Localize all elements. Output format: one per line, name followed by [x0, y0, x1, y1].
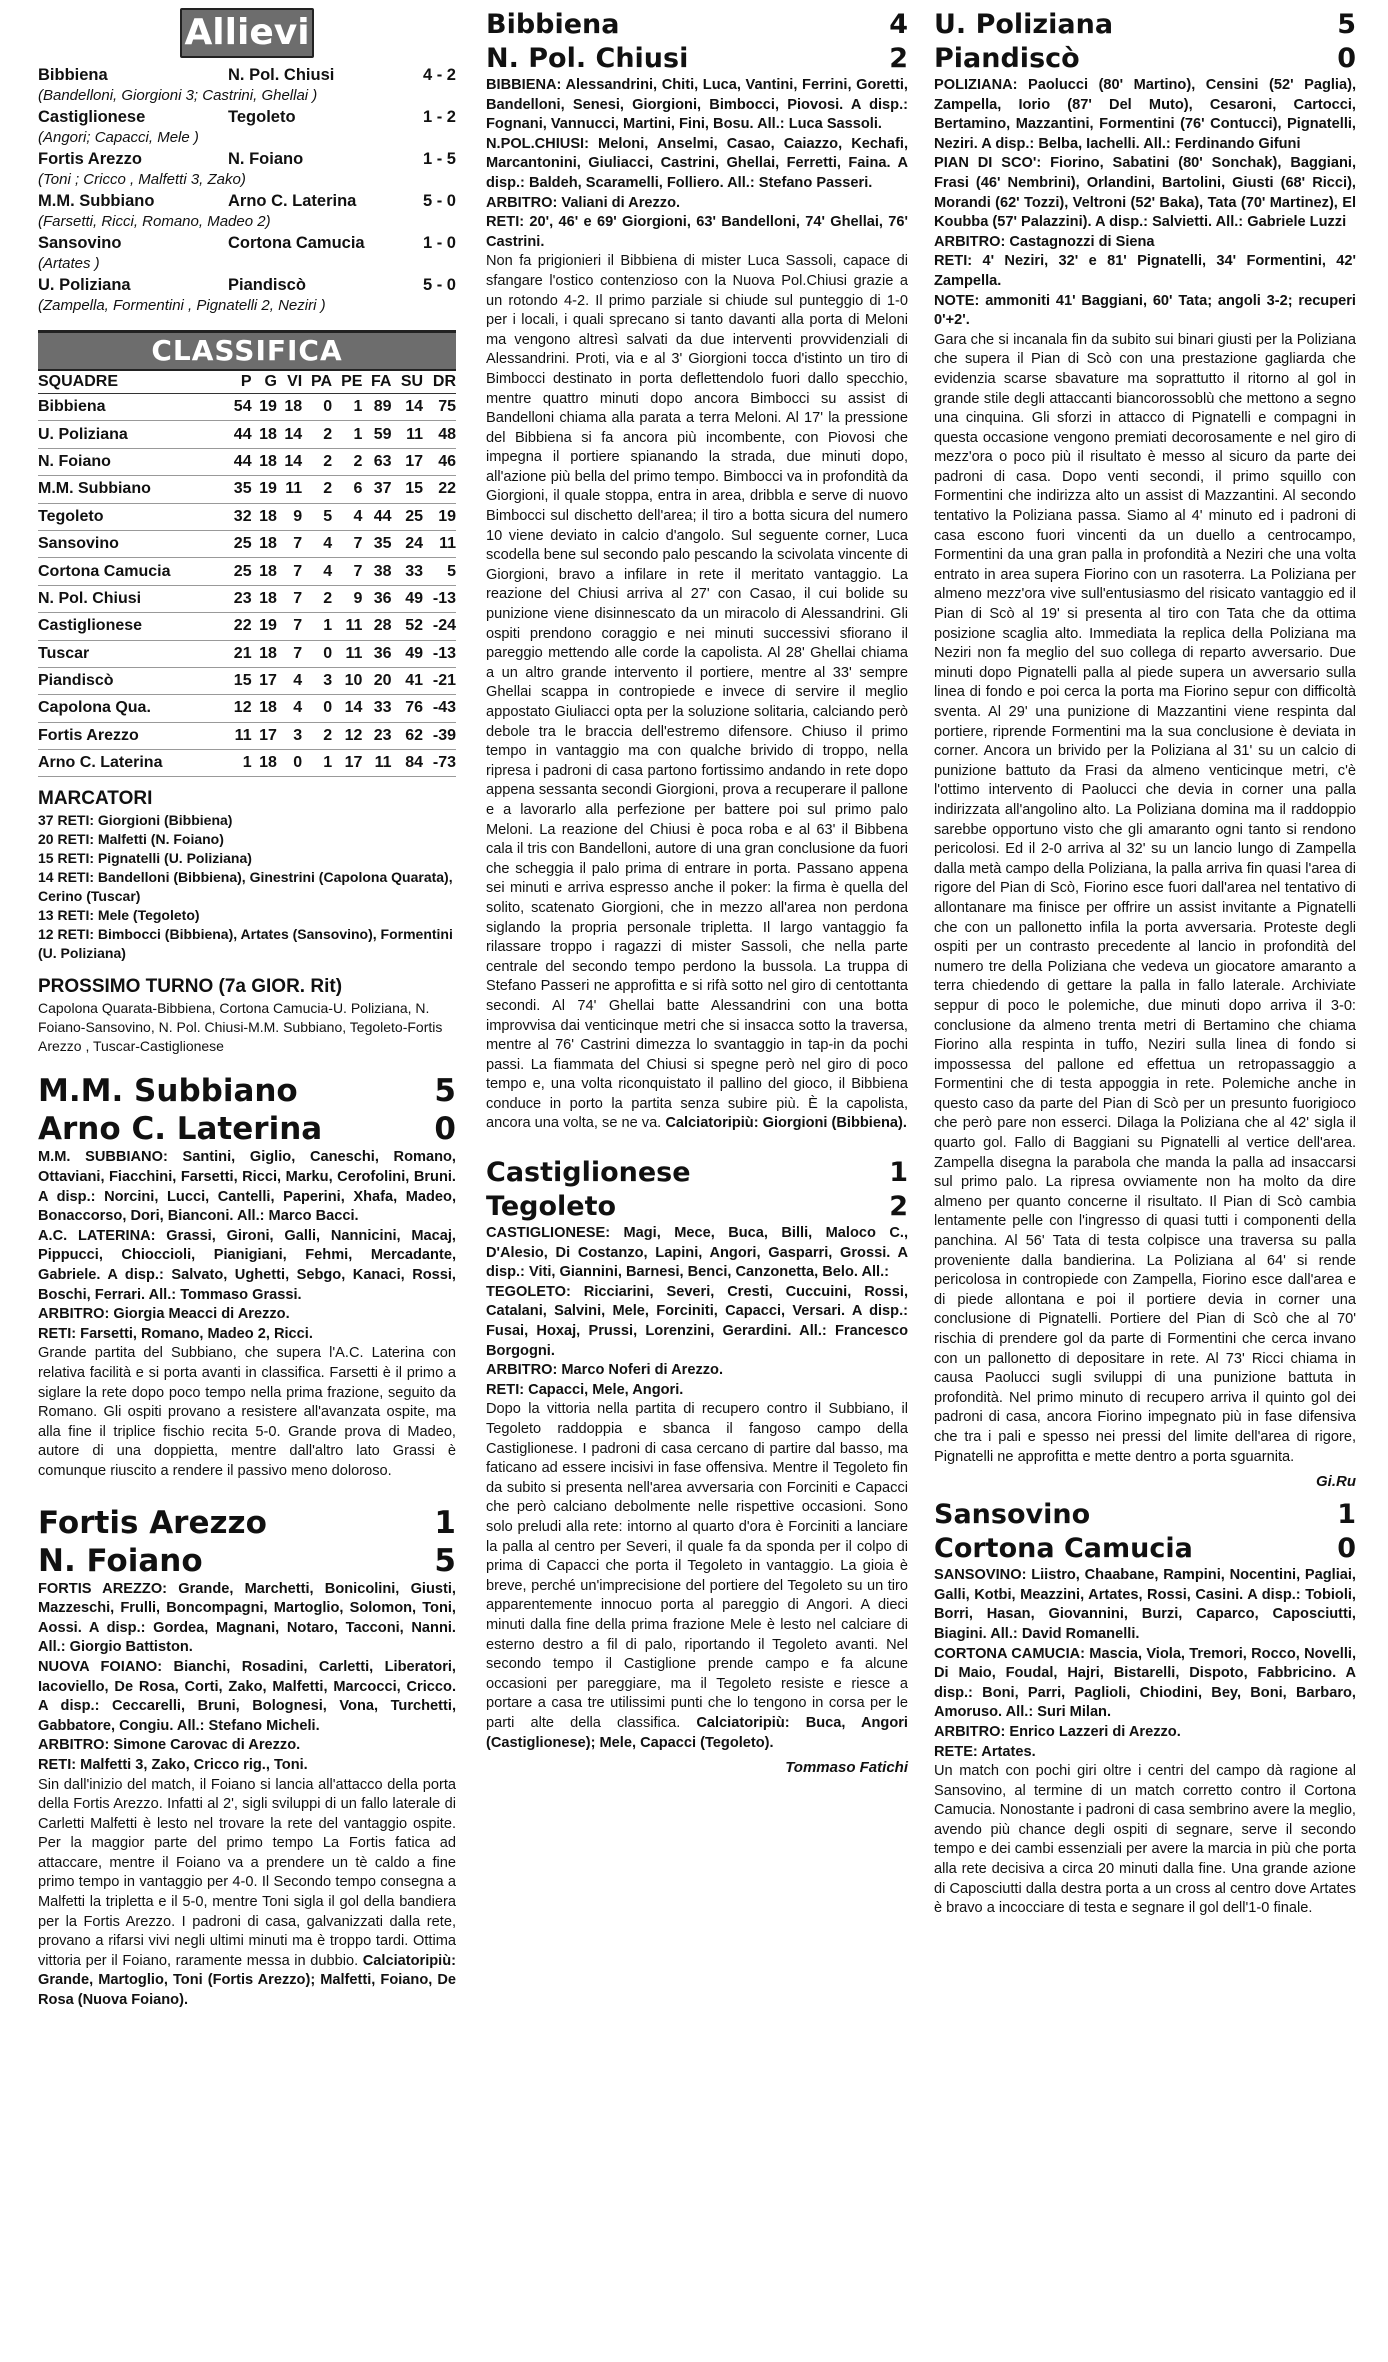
column-2	[486, 8, 908, 1776]
away-lineup: PIAN DI SCO': Fiorino, Sabatini (80' Sonchak), Baggiani, Frasi (46' Nembrini), Orlandini, Bartolini, Giusti (68' Ricci), Morandi (62' Tozzi), Veltroni (52' Baka), Tata (70' Martinez), El Koubba (57' Palazzini). A disp.: Salvietti. All.: Gabriele Luzzi	[934, 155, 1356, 231]
stat-cell: 6	[332, 476, 362, 503]
marcatori-list	[38, 811, 456, 963]
stat-cell: 14	[277, 448, 302, 475]
home-goals: 1	[889, 1157, 908, 1189]
match-report: Un match con pochi giri oltre i centri del campo dà ragione al Sansovino, al termine di un match corretto contro il Cortona Camucia. Nonostante i padroni di casa sembrino avere la meglio, avendo più chance degli ospiti di segnare, serve il secondo tempo e dei cambi essenziali per avere la marcia in più che porta alla rete decisiva a circa 20 minuti dalla fine. Una grande azione di Caposciutti dalla destra porta a un cross al centro dove Artates è bravo a incocciare di testa e segnare il gol dell'1-0 finale.	[934, 1763, 1356, 1917]
table-row	[38, 613, 456, 640]
report-text: Sin dall'inizio del match, il Foiano si lancia all'attacco della porta della Fortis Arezzo. Infatti al 2', sigli sviluppi di un fallo laterale di Carletti Malfetti è lesto nel trovare la rete del vantaggio ospite. Per la maggior parte del primo tempo La Fortis fatica ad attaccare, mentre il Foiano va a prendere un tè caldo a fine primo tempo in vantaggio per 4-0. Il Secondo tempo consegna a Malfetti la tripletta e il 5-0, mentre Toni sigla il gol della bandiera per la Fortis Arezzo. I padroni di casa, galvanizzati dalla rete, provano a rifarsi vivi negli ultimi minuti ma è troppo tardi. Ottima vittoria per il Foiano, raramente messa in dubbio.	[38, 1776, 456, 1969]
match-report	[486, 252, 908, 1134]
team-name-cell: Tegoleto	[38, 503, 226, 530]
marcatore-item: 12 RETI: Bimbocci (Bibbiena), Artates (Sansovino), Formentini (U. Poliziana)	[38, 926, 453, 962]
stat-cell: 1	[332, 421, 362, 448]
team-name-cell: Fortis Arezzo	[38, 722, 226, 749]
stat-cell: 7	[277, 640, 302, 667]
marcatori-title: MARCATORI	[38, 788, 153, 810]
referee: ARBITRO: Castagnozzi di Siena	[934, 233, 1155, 250]
away-team: Arno C. Laterina	[38, 1111, 323, 1148]
team-name-cell: Sansovino	[38, 530, 226, 557]
away-goals: 2	[889, 43, 908, 74]
stat-cell: 25	[391, 503, 423, 530]
stat-cell: 3	[302, 667, 332, 694]
result-home: U. Poliziana	[38, 276, 131, 294]
stat-cell: 32	[226, 503, 251, 530]
stat-cell: 9	[277, 503, 302, 530]
home-team: Bibbiena	[486, 9, 620, 40]
stat-cell: 44	[226, 448, 251, 475]
result-home: M.M. Subbiano	[38, 192, 155, 210]
stat-cell: 15	[226, 667, 251, 694]
stat-cell: 1	[302, 750, 332, 777]
away-lineup: NUOVA FOIANO: Bianchi, Rosadini, Carletti, Liberatori, Iacoviello, De Rosa, Corti, Zako, Malfetti, Marcocci, Cricco. A disp.: Ceccarelli, Bruni, Bolognesi, Vona, Turchetti, Gabbatore, Congiu. All.: Stefano Micheli.	[38, 1658, 456, 1734]
table-row	[38, 421, 456, 448]
table-row	[38, 503, 456, 530]
stat-cell: 7	[277, 585, 302, 612]
stat-cell: 7	[277, 613, 302, 640]
stat-cell: -43	[423, 695, 456, 722]
home-lineup: BIBBIENA: Alessandrini, Chiti, Luca, Vantini, Ferrini, Goretti, Bandelloni, Senesi, Giorgioni, Bimbocci, Piovosi. A disp.: Fognani, Vannucci, Martini, Fini, Bosu. All.: Luca Sassoli.	[486, 77, 908, 133]
table-header-cell: SU	[391, 371, 423, 394]
stat-cell: 75	[423, 394, 456, 421]
marcatore-item: 13 RETI: Mele (Tegoleto)	[38, 907, 200, 924]
match-home-row	[38, 1072, 456, 1110]
match-castiglionese-tegoleto	[486, 1156, 908, 1776]
stat-cell: 23	[362, 722, 391, 749]
result-score: 1 - 5	[422, 150, 456, 168]
author-signature: Tommaso Fatichi	[785, 1759, 908, 1777]
away-goals: 2	[889, 1191, 908, 1223]
table-row	[38, 558, 456, 585]
results-list	[38, 64, 456, 316]
result-scorers: (Farsetti, Ricci, Romano, Madeo 2)	[38, 213, 271, 230]
referee: ARBITRO: Valiani di Arezzo.	[486, 194, 681, 211]
stat-cell: 49	[391, 640, 423, 667]
away-team: Piandiscò	[934, 43, 1080, 74]
allievi-title: Allievi	[180, 8, 314, 58]
referee: ARBITRO: Simone Carovac di Arezzo.	[38, 1737, 301, 1754]
goals: RETI: Malfetti 3, Zako, Cricco rig., Toni.	[38, 1756, 308, 1773]
stat-cell: 21	[226, 640, 251, 667]
home-goals: 4	[889, 9, 908, 40]
stat-cell: 10	[332, 667, 362, 694]
stat-cell: 4	[277, 667, 302, 694]
best-players: Calciatoripiù: Giorgioni (Bibbiena).	[665, 1115, 907, 1132]
home-lineup: FORTIS AREZZO: Grande, Marchetti, Bonicolini, Giusti, Mazzeschi, Frulli, Boncompagni, Martoglio, Solomon, Toni, Aossi. A disp.: Gordea, Magnani, Notaro, Tacconi, Nanni. All.: Giorgio Battiston.	[38, 1580, 456, 1656]
result-row	[38, 232, 456, 254]
stat-cell: 54	[226, 394, 251, 421]
best-players: Calciatoripiù: Grande, Martoglio, Toni (Fortis Arezzo); Malfetti, Foiano, De Rosa (Nuova Foiano).	[38, 1952, 456, 2009]
table-header-cell: SQUADRE	[38, 371, 226, 394]
stat-cell: 1	[332, 394, 362, 421]
stat-cell: 25	[226, 530, 251, 557]
goals: RETI: 4' Neziri, 32' e 81' Pignatelli, 34' Formentini, 42' Zampella.	[934, 253, 1356, 289]
match-away-row	[38, 1542, 456, 1580]
best-players: Calciatoripiù: Buca, Angori (Castiglionese); Mele, Capacci (Tegoleto).	[486, 1714, 908, 1751]
away-goals: 5	[434, 1542, 456, 1579]
match-home-row	[934, 1498, 1356, 1532]
table-header-cell: P	[226, 371, 251, 394]
stat-cell: 36	[362, 640, 391, 667]
stat-cell: 89	[362, 394, 391, 421]
stat-cell: 4	[302, 558, 332, 585]
team-name-cell: U. Poliziana	[38, 421, 226, 448]
goals: RETI: Capacci, Mele, Angori.	[486, 1381, 684, 1398]
stat-cell: 19	[252, 476, 277, 503]
stat-cell: -73	[423, 750, 456, 777]
away-team: Tegoleto	[486, 1191, 617, 1223]
stat-cell: 24	[391, 530, 423, 557]
goals: RETI: 20', 46' e 69' Giorgioni, 63' Bandelloni, 74' Ghellai, 76' Castrini.	[486, 214, 908, 250]
goals: RETE: Artates.	[934, 1743, 1036, 1760]
team-name-cell: Tuscar	[38, 640, 226, 667]
stat-cell: 17	[252, 722, 277, 749]
match-home-row	[486, 8, 908, 42]
away-goals: 0	[1337, 1533, 1356, 1565]
stat-cell: 12	[226, 695, 251, 722]
stat-cell: 18	[252, 695, 277, 722]
marcatore-item: 20 RETI: Malfetti (N. Foiano)	[38, 831, 224, 848]
table-header-cell: VI	[277, 371, 302, 394]
stat-cell: 18	[277, 394, 302, 421]
team-name-cell: N. Foiano	[38, 448, 226, 475]
result-row	[38, 190, 456, 212]
stat-cell: 18	[252, 558, 277, 585]
stat-cell: 17	[391, 448, 423, 475]
stat-cell: 19	[252, 613, 277, 640]
result-scorers: (Bandelloni, Giorgioni 3; Castrini, Ghellai )	[38, 87, 318, 104]
stat-cell: 23	[226, 585, 251, 612]
stat-cell: 0	[302, 394, 332, 421]
away-lineup: A.C. LATERINA: Grassi, Gironi, Galli, Nannicini, Macaj, Pippucci, Chioccioli, Pianigiani, Fehmi, Mercadante, Gabriele. A disp.: Salvato, Ughetti, Sebgo, Kanaci, Rossi, Boschi, Ferrari. All.: Tommaso Grassi.	[38, 1227, 456, 1303]
stat-cell: 0	[302, 640, 332, 667]
classifica-title: CLASSIFICA	[38, 330, 456, 371]
table-row	[38, 476, 456, 503]
stat-cell: 18	[252, 530, 277, 557]
match-report	[486, 1400, 908, 1753]
marcatore-item: 14 RETI: Bandelloni (Bibbiena), Ginestrini (Capolona Quarata), Cerino (Tuscar)	[38, 869, 453, 905]
stat-cell: 12	[332, 722, 362, 749]
stat-cell: 84	[391, 750, 423, 777]
result-home: Fortis Arezzo	[38, 150, 142, 168]
stat-cell: 59	[362, 421, 391, 448]
result-away: Tegoleto	[228, 108, 296, 126]
stat-cell: 4	[302, 530, 332, 557]
result-scorers: (Artates )	[38, 255, 100, 272]
home-goals: 1	[1337, 1499, 1356, 1531]
table-row	[38, 722, 456, 749]
stat-cell: 19	[252, 394, 277, 421]
away-lineup: TEGOLETO: Ricciarini, Severi, Cresti, Cuccuini, Rossi, Catalani, Salvini, Mele, Forciniti, Capacci, Versari. A disp.: Fusai, Hoxaj, Prussi, Lorenzini, Gerardini. All.: Francesco Borgogni.	[486, 1283, 908, 1359]
stat-cell: 0	[277, 750, 302, 777]
team-name-cell: Cortona Camucia	[38, 558, 226, 585]
table-row	[38, 585, 456, 612]
stat-cell: 11	[423, 530, 456, 557]
report-text: Dopo la vittoria nella partita di recupero contro il Subbiano, il Tegoleto raddoppia e sbanca il fangoso campo della Castiglionese. I padroni di casa cercano di partire dal basso, ma faticano ad essere incisivi in fase offensiva. Mentre il Tegoleto fin da subito si presenta nell'area avversaria con Forciniti e Capacci che però calciano debolmente nelle rispettive occasioni. Sono solo preludi alla rete: intorno al quarto d'ora è Forciniti a lanciare la palla al centro per Severi, il quale fa da sponda per il colpo di prima di Capacci che porta il Tegoleto in vantaggio. La gioia è breve, perché un'imprecisione del portiere del Tegoleto su un tiro apparentemente innocuo porta al pareggio di Angori. A dieci minuti dalla fine della prima frazione Mele è lesto nel calciare di esterno destro a fil di palo, riportando il Tegoleto avanti. Nel secondo tempo il Castiglione prende campo e fa alcune occasioni per pareggiare, ma il Tegoleto resiste e riesce a portare a casa tre utilissimi punti che lo tengono in corsa per le parti alte della classifica.	[486, 1401, 908, 1731]
stat-cell: 11	[332, 640, 362, 667]
marcatore-item: 15 RETI: Pignatelli (U. Poliziana)	[38, 850, 252, 867]
result-score: 1 - 2	[422, 108, 456, 126]
table-row	[38, 667, 456, 694]
result-away: Arno C. Laterina	[228, 192, 357, 210]
match-fortis-foiano	[38, 1504, 456, 2011]
home-goals: 5	[434, 1073, 456, 1110]
match-home-row	[38, 1504, 456, 1542]
team-name-cell: M.M. Subbiano	[38, 476, 226, 503]
table-row	[38, 640, 456, 667]
match-away-row	[38, 1110, 456, 1148]
stat-cell: 35	[362, 530, 391, 557]
stat-cell: 11	[277, 476, 302, 503]
team-name-cell: Castiglionese	[38, 613, 226, 640]
away-team: N. Pol. Chiusi	[486, 43, 689, 74]
stat-cell: -13	[423, 640, 456, 667]
stat-cell: 14	[332, 695, 362, 722]
stat-cell: 20	[362, 667, 391, 694]
team-name-cell: Bibbiena	[38, 394, 226, 421]
result-scorers: (Toni ; Cricco , Malfetti 3, Zako)	[38, 171, 246, 188]
stat-cell: 48	[423, 421, 456, 448]
result-score: 5 - 0	[422, 192, 456, 210]
team-name-cell: Arno C. Laterina	[38, 750, 226, 777]
stat-cell: 1	[226, 750, 251, 777]
table-header-cell: PE	[332, 371, 362, 394]
table-row	[38, 448, 456, 475]
stat-cell: 2	[302, 476, 332, 503]
marcatore-item: 37 RETI: Giorgioni (Bibbiena)	[38, 812, 233, 829]
stat-cell: -39	[423, 722, 456, 749]
column-1	[38, 8, 456, 2011]
stat-cell: 3	[277, 722, 302, 749]
stat-cell: 2	[302, 421, 332, 448]
stat-cell: 1	[302, 613, 332, 640]
home-lineup: SANSOVINO: Liistro, Chaabane, Rampini, Nocentini, Pagliai, Galli, Kotbi, Meazzini, Artates, Rossi, Casini. A disp.: Tobioli, Borri, Hasan, Giovannini, Burzi, Caparco, Caposciutti, Biagini. All.: David Romanelli.	[934, 1567, 1356, 1642]
stat-cell: 36	[362, 585, 391, 612]
stat-cell: 46	[423, 448, 456, 475]
referee: ARBITRO: Enrico Lazzeri di Arezzo.	[934, 1723, 1181, 1740]
stat-cell: 2	[302, 448, 332, 475]
stat-cell: 37	[362, 476, 391, 503]
stat-cell: 28	[362, 613, 391, 640]
table-header-cell: DR	[423, 371, 456, 394]
stat-cell: 76	[391, 695, 423, 722]
notes: NOTE: ammoniti 41' Baggiani, 60' Tata; angoli 3-2; recuperi 0'+2'.	[934, 292, 1356, 329]
match-report	[38, 1776, 456, 2011]
away-goals: 0	[1337, 43, 1356, 74]
home-team: Castiglionese	[486, 1157, 691, 1189]
team-name-cell: Piandiscò	[38, 667, 226, 694]
stat-cell: 14	[391, 394, 423, 421]
table-header-cell: G	[252, 371, 277, 394]
home-team: Sansovino	[934, 1499, 1091, 1531]
stat-cell: 44	[226, 421, 251, 448]
stat-cell: 33	[362, 695, 391, 722]
result-home: Sansovino	[38, 234, 122, 252]
match-home-row	[934, 8, 1356, 42]
stat-cell: 18	[252, 421, 277, 448]
stat-cell: 19	[423, 503, 456, 530]
home-goals: 1	[434, 1504, 456, 1541]
stat-cell: 0	[302, 695, 332, 722]
stat-cell: 11	[391, 421, 423, 448]
stat-cell: 52	[391, 613, 423, 640]
match-bibbiena-chiusi	[486, 8, 908, 1134]
report-text: Non fa prigionieri il Bibbiena di mister Luca Sassoli, capace di sfangare l'ostico contenzioso con la Nuova Pol.Chiusi grazie a un rotondo 4-2. Il primo parziale si chiude sul punteggio di 1-0 per i locali, i quali sprecano si tanto davanti alla porta di Meloni ma vengono altresì salvati da due interventi provvidenziali di Alessandrini. Proti, via e al 3' Giorgioni tocca d'istinto un tiro di Bimbocci destinato in porta deflettendolo fuori dallo specchio, mentre quattro minuti dopo ancora Bimbocci su assist di Bandelloni chiama alla parata a terra Meloni. Al 17' la pressione del Bibbiena si fa ancora più incombente, con Piovosi che impegna il portiere spianando la strada, due minuti dopo, all'azione più bella del primo tempo. Bimbocci va in profondità da Giorgioni, il quale stoppa, entra in area, dribbla e serve di nuovo Bimbocci sul dischetto dell'area; il tiro a botta sicura del numero 10 viene deviato in calcio d'angolo. Sul seguente corner, Luca scodella bene sul secondo palo pescando la scivolata vincente di Giorgioni, bravo a infilare in rete il meritato vantaggio. La reazione del Chiusi arriva al 27' con Casao, il cui bolide su punizione viene disinnescato da un miracolo di Alessandrini. Gli ospiti prendono coraggio e nei minuti successivi sfiorano il pareggio mettendo alle corde la capolista. Al 28' Ghellai chiama a un altro grande intervento il portiere, mentre al 33' sempre Ghellai scappa in contropiede e invece di servire il meglio appostato Giuliacci opta per la soluzione solitaria, calciando però debole tra le braccia dell'estremo difensore. Chiuso il primo tempo in vantaggio ma con qualche brivido di troppo, nella ripresa i padroni di casa partono fortissimo andando in rete dopo appena sessanta secondi Giorgioni, prova a recuperare il pallone e a lavorarlo alla perfezione per battere poi sul primo palo Meloni. La reazione del Chiusi è poca roba e al 63' il Bibbena cala il tris con Bandelloni, autore di una gran conclusione da fuori che scheggia il palo prima di entrare in porta. Passano appena sei minuti e arriva espresso anche il poker: la firma è quella del solito, scatenato Giorgioni, che in mezzo all'area non perdona siglando la propria personale tripletta. Il largo vantaggio fa rilassare troppo i ragazzi di mister Sassoli, che nella parte centrale del secondo tempo perdono la bussola. La truppa di Stefano Passeri ne approfitta e si rifà sotto nel giro di centottanta secondi. Al 74' Ghellai batte Alessandrini con una botta improvvisa dai venticinque metri che si insacca sotto la traversa, mentre al 76' Castrini dimezza lo svantaggio in tap-in da pochi passi. La fiammata del Chiusi si spegne però nel giro di poco tempo e, una volta riconquistato il pallino del gioco, il Bibbiena conduce in porto la partita senza subire più. È la capolista, ancora una volta, se ne va.	[486, 253, 908, 1132]
stat-cell: 41	[391, 667, 423, 694]
match-away-row	[486, 1190, 908, 1224]
stat-cell: -21	[423, 667, 456, 694]
stat-cell: 63	[362, 448, 391, 475]
stat-cell: 35	[226, 476, 251, 503]
match-away-row	[934, 42, 1356, 76]
table-header-cell: FA	[362, 371, 391, 394]
match-home-row	[486, 1156, 908, 1190]
author-signature: Gi.Ru	[1316, 1473, 1356, 1491]
stat-cell: 5	[423, 558, 456, 585]
result-scorers: (Zampella, Formentini , Pignatelli 2, Neziri )	[38, 297, 326, 314]
stat-cell: -13	[423, 585, 456, 612]
home-lineup: CASTIGLIONESE: Magi, Mece, Buca, Billi, Maloco C., D'Alesio, Di Costanzo, Lapini, Angori, Gasparri, Grossi. A disp.: Viti, Giannini, Barnesi, Benci, Canzonetta, Belo. All.:	[486, 1225, 908, 1281]
stat-cell: 22	[226, 613, 251, 640]
stat-cell: 18	[252, 640, 277, 667]
match-subbiano-laterina	[38, 1072, 456, 1481]
away-goals: 0	[434, 1111, 456, 1148]
stat-cell: 33	[391, 558, 423, 585]
goals: RETI: Farsetti, Romano, Madeo 2, Ricci.	[38, 1325, 313, 1342]
stat-cell: 62	[391, 722, 423, 749]
match-poliziana-piandisco	[934, 8, 1356, 1490]
match-report: Gara che si incanala fin da subito sui binari giusti per la Poliziana che supera il Pian di Scò con una prestazione gagliarda che evidenzia scarse sbavature ma soprattutto il ritorno al gol in grande stile degli attaccanti biancorossoblù che mettono a segno una cinquina. Gli sforzi in attacco di Pignatelli e compagni in questa occasione vengono premiati decorosamente e nel giro di mezz'ora o poco più il risultato è messo al sicuro da parte dei padroni di casa. Dopo venti secondi, il primo squillo con Formentini che indirizza alto un assist di Mazzantini. Al secondo tentativo la Poliziana passa. Siamo al 4' minuto ed i padroni di casa escono fuori vincenti da un duello a centrocampo, Formentini da una gran palla in profondità a Neziri che una volta entrato in area supera Fiorino con un rasoterra. La Poliziana per almeno mezz'ora vive sull'entusiasmo del risicato vantaggio ed il Pian di Scò al 19' si presenta al tiro con Tata che da ottima posizione scaglia alto. Immediata la replica della Poliziana ma Neziri non fa meglio del suo collega di reparto avversario. Due minuti dopo Pignatelli palla al piede supera un avversario sulla linea di fondo e poi cerca la porta ma Fiorino sepur con difficoltà sventa. Al 29' una punizione di Mazzantini viene respinta dal portiere, riprende Formentini ma la sua conclusione è deviata in corner. Ancora un brivido per la Poliziana al 31' su un calcio di punizione battuto da Frasi da almeno venticinque metri, c'è l'ottimo intervento di Paolucci che devia in corner una palla indirizzata all'angolino alto. La Poliziana domina ma il raddoppio sarebbe opportuno visto che gli amaranto ogni tanto si rendono pericolosi. Ed il 2-0 arriva al 32' su un lancio lungo di Zampella dalla metà campo della Poliziana, la palla arriva fin quasi l'area di rigore del Pian di Scò, Fiorino esce fuori dall'area nel tentativo di allontanare ma finisce per offrire un assist invitante a Pignatelli che con un pallonetto infila la porta avversaria. Proteste degli ospiti per un contrasto precedente al lancio in profondità del numero tre della Poliziana che vedeva un giocatore amaranto a terra chiedendo di gettare la palla in fallo laterale. Archiviate seppur di poco le polemiche, due minuti dopo arriva il 3-0: conclusione da almeno trenta metri di Bertamino che chiama Fiorino alla respinta in tuffo, Neziri sulla linea di fondo si impossessa del pallone ed effettua un retropassaggio a Formentini che di testa appoggia in rete. Polemiche anche in questo caso da parte del Pian di Scò per un presunto fuorigioco che però pare non esserci. Dilaga la Poliziana che al 42' sigla il quarto gol. Fallo di Baggiani su Pignatelli al vertice dell'area. Zampella disegna la parabola che manda la palla ad insaccarsi sul primo palo. La ripresa ovviamente non ha molto da dire almeno per quanto concerne il risultato. Il Pian di Scò cambia lentamente pelle con l'ingresso di quasi tutti i componenti della panchina. Al 56' Tata di testa colpisce una traversa su palla proveniente dalla bandierina. La Poliziana al 64' si rende pericolosa in contropiede con Zampella, Fiorino esce dall'area e di piede allontana e poi il portiere devia in corner una conclusione di Pignatelli. Portiere del Pian di Scò che al 70' rischia di prendere gol da parte di Formentini che cerca invano con un pallonetto di depositare in rete. Al 73' Ricci chiama in causa Paolucci sugli sviluppi di una punizione battuta in profondità. Nel primo minuto di recupero arriva il quinto gol dei padroni di casa, ancora Fiorino impegnato più in fase difensiva che tra i pali e spesso nei pressi del limite dell'area di rigore, Pignatelli ne approfitta e mette dentro a porta sguarnita.	[934, 331, 1356, 1465]
stat-cell: 7	[332, 530, 362, 557]
stat-cell: 25	[226, 558, 251, 585]
result-away: N. Foiano	[228, 150, 304, 168]
stat-cell: 5	[302, 503, 332, 530]
match-report: Grande partita del Subbiano, che supera l'A.C. Laterina con relativa facilità e si porta avanti in classifica. Farsetti è il primo a siglare la rete dopo poco tempo nella prima frazione, seguito da Romano. Gli ospiti provano a resistere all'avanzata ospite, ma alla fine il triplice fischio recita 5-0. Grande prova di Madeo, autore di una doppietta, mentre dall'altro lato Grassi è comunque riuscito a rendere il passivo meno doloroso.	[38, 1345, 456, 1479]
result-away: Cortona Camucia	[228, 234, 365, 252]
result-home: Castiglionese	[38, 108, 146, 126]
stat-cell: 9	[332, 585, 362, 612]
stat-cell: 15	[391, 476, 423, 503]
result-row	[38, 64, 456, 86]
table-row	[38, 750, 456, 777]
result-score: 1 - 0	[422, 234, 456, 252]
stat-cell: 7	[277, 558, 302, 585]
standings-table	[38, 371, 456, 777]
result-away: N. Pol. Chiusi	[228, 66, 335, 84]
stat-cell: 7	[277, 530, 302, 557]
away-team: N. Foiano	[38, 1542, 203, 1579]
table-row	[38, 394, 456, 421]
result-row	[38, 274, 456, 296]
prossimo-turno-text: Capolona Quarata-Bibbiena, Cortona Camucia-U. Poliziana, N. Foiano-Sansovino, N. Pol. Chiusi-M.M. Subbiano, Tegoleto-Fortis Arezzo , Tuscar-Castiglionese	[38, 1000, 443, 1055]
result-away: Piandiscò	[228, 276, 306, 294]
stat-cell: 18	[252, 503, 277, 530]
stat-cell: 11	[226, 722, 251, 749]
team-name-cell: Capolona Qua.	[38, 695, 226, 722]
stat-cell: 17	[252, 667, 277, 694]
stat-cell: 2	[302, 585, 332, 612]
match-away-row	[934, 1532, 1356, 1566]
stat-cell: 2	[302, 722, 332, 749]
stat-cell: 14	[277, 421, 302, 448]
stat-cell: 18	[252, 448, 277, 475]
result-score: 5 - 0	[422, 276, 456, 294]
referee: ARBITRO: Giorgia Meacci di Arezzo.	[38, 1306, 290, 1323]
stat-cell: 7	[332, 558, 362, 585]
table-row	[38, 695, 456, 722]
result-scorers: (Angori; Capacci, Mele )	[38, 129, 199, 146]
stat-cell: 49	[391, 585, 423, 612]
stat-cell: 22	[423, 476, 456, 503]
stat-cell: 4	[332, 503, 362, 530]
stat-cell: 17	[332, 750, 362, 777]
away-team: Cortona Camucia	[934, 1533, 1193, 1565]
home-lineup: M.M. SUBBIANO: Santini, Giglio, Caneschi, Romano, Ottaviani, Fiacchini, Farsetti, Ricci, Marku, Cerofolini, Bruni. A disp.: Norcini, Lucci, Cantelli, Paperini, Xhafa, Madeo, Bonaccorso, Dori, Bianconi. All.: Marco Bacci.	[38, 1149, 456, 1225]
result-row	[38, 106, 456, 128]
stat-cell: 18	[252, 750, 277, 777]
column-3	[934, 8, 1356, 1919]
home-goals: 5	[1337, 9, 1356, 40]
home-team: M.M. Subbiano	[38, 1073, 298, 1110]
stat-cell: 11	[332, 613, 362, 640]
team-name-cell: N. Pol. Chiusi	[38, 585, 226, 612]
away-lineup: CORTONA CAMUCIA: Mascia, Viola, Tremori, Rocco, Novelli, Di Maio, Foudal, Hajri, Bistarelli, Dispoto, Fabbricino. A disp.: Boni, Parri, Paglioli, Chiodini, Bey, Boni, Barbaro, Amoruso. All.: Suri Milan.	[934, 1645, 1356, 1721]
home-lineup: POLIZIANA: Paolucci (80' Martino), Censini (52' Paglia), Zampella, Iorio (87' Del Muto), Cesaroni, Cartocci, Bertamino, Mazzantini, Formentini (76' Contucci), Pignatelli, Neziri. A disp.: Belba, Iachelli. All.: Ferdinando Gifuni	[934, 77, 1356, 152]
stat-cell: 44	[362, 503, 391, 530]
stat-cell: 4	[277, 695, 302, 722]
result-row	[38, 148, 456, 170]
stat-cell: -24	[423, 613, 456, 640]
home-team: U. Poliziana	[934, 9, 1114, 40]
stat-cell: 38	[362, 558, 391, 585]
result-home: Bibbiena	[38, 66, 108, 84]
match-away-row	[486, 42, 908, 76]
result-score: 4 - 2	[422, 66, 456, 84]
match-sansovino-cortona	[934, 1498, 1356, 1919]
stat-cell: 18	[252, 585, 277, 612]
away-lineup: N.POL.CHIUSI: Meloni, Anselmi, Casao, Caiazzo, Kechafi, Marcantonini, Giuliacci, Castrini, Ghellai, Ferretti, Faina. A disp.: Baldeh, Scaramelli, Folliero. All.: Stefano Passeri.	[486, 135, 908, 191]
table-header-cell: PA	[302, 371, 332, 394]
table-row	[38, 530, 456, 557]
stat-cell: 2	[332, 448, 362, 475]
home-team: Fortis Arezzo	[38, 1504, 267, 1541]
stat-cell: 11	[362, 750, 391, 777]
referee: ARBITRO: Marco Noferi di Arezzo.	[486, 1362, 724, 1379]
prossimo-turno-title: PROSSIMO TURNO (7a GIOR. Rit)	[38, 976, 343, 998]
